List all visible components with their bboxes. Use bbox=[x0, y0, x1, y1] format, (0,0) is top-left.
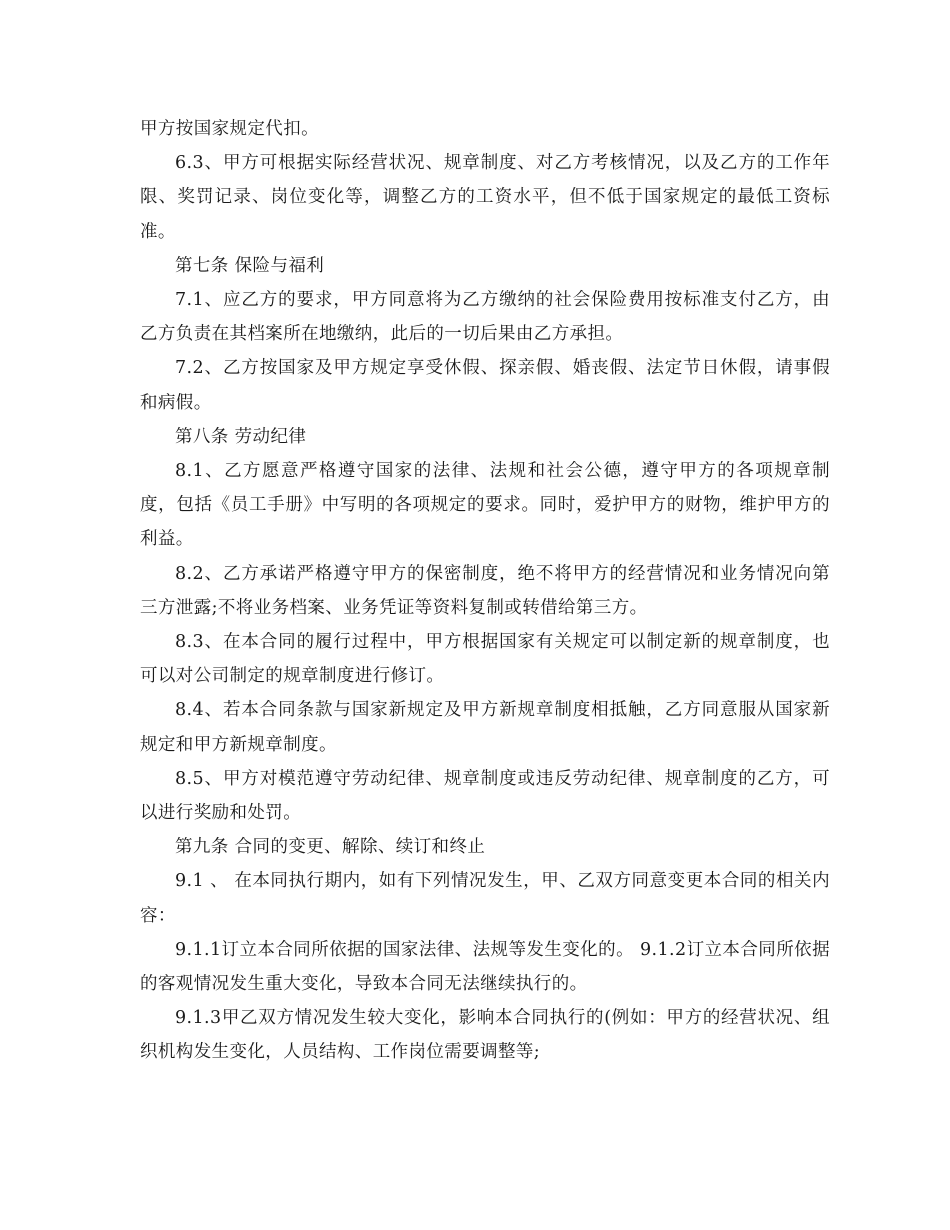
article-7-heading: 第七条 保险与福利 bbox=[175, 255, 325, 276]
clause-6-3: 6.3、甲方可根据实际经营状况、规章制度、对乙方考核情况，以及乙方的工作年限、奖罚记录、岗位变化等，调整乙方的工资水平，但不低于国家规定的最低工资标准。 bbox=[140, 153, 830, 242]
clause-8-4: 8.4、若本合同条款与国家新规定及甲方新规章制度相抵触，乙方同意服从国家新规定和甲方新规章制度。 bbox=[140, 700, 830, 755]
clause-9-1: 9.1 、 在本同执行期内，如有下列情况发生，甲、乙双方同意变更本合同的相关内容： bbox=[140, 871, 830, 926]
article-9-heading: 第九条 合同的变更、解除、续订和终止 bbox=[175, 837, 486, 858]
clause-9-1-1-and-9-1-2: 9.1.1订立本合同所依据的国家法律、法规等发生变化的。 9.1.2订立本合同所依据的客观情况发生重大变化，导致本合同无法继续执行的。 bbox=[140, 939, 830, 995]
paragraph-withholding: 甲方按国家规定代扣。 bbox=[140, 119, 319, 139]
document-body bbox=[140, 112, 830, 1070]
clause-8-2: 8.2、乙方承诺严格遵守甲方的保密制度，绝不将甲方的经营情况和业务情况向第三方泄露;不将业务档案、业务凭证等资料复制或转借给第三方。 bbox=[140, 563, 830, 618]
clause-7-1: 7.1、应乙方的要求，甲方同意将为乙方缴纳的社会保险费用按标准支付乙方，由乙方负责在其档案所在地缴纳，此后的一切后果由乙方承担。 bbox=[140, 290, 830, 345]
clause-8-3: 8.3、在本合同的履行过程中，甲方根据国家有关规定可以制定新的规章制度，也可以对公司制定的规章制度进行修订。 bbox=[140, 632, 830, 687]
clause-8-1: 8.1、乙方愿意严格遵守国家的法律、法规和社会公德，遵守甲方的各项规章制度，包括《员工手册》中写明的各项规定的要求。同时，爱护甲方的财物，维护甲方的利益。 bbox=[140, 461, 830, 550]
article-8-heading: 第八条 劳动纪律 bbox=[175, 426, 307, 447]
clause-7-2: 7.2、乙方按国家及甲方规定享受休假、探亲假、婚丧假、法定节日休假，请事假和病假。 bbox=[140, 358, 830, 413]
clause-9-1-3: 9.1.3甲乙双方情况发生较大变化，影响本合同执行的(例如：甲方的经营状况、组织机构发生变化，人员结构、工作岗位需要调整等; bbox=[140, 1008, 830, 1063]
clause-8-5: 8.5、甲方对模范遵守劳动纪律、规章制度或违反劳动纪律、规章制度的乙方，可以进行奖励和处罚。 bbox=[140, 768, 830, 824]
